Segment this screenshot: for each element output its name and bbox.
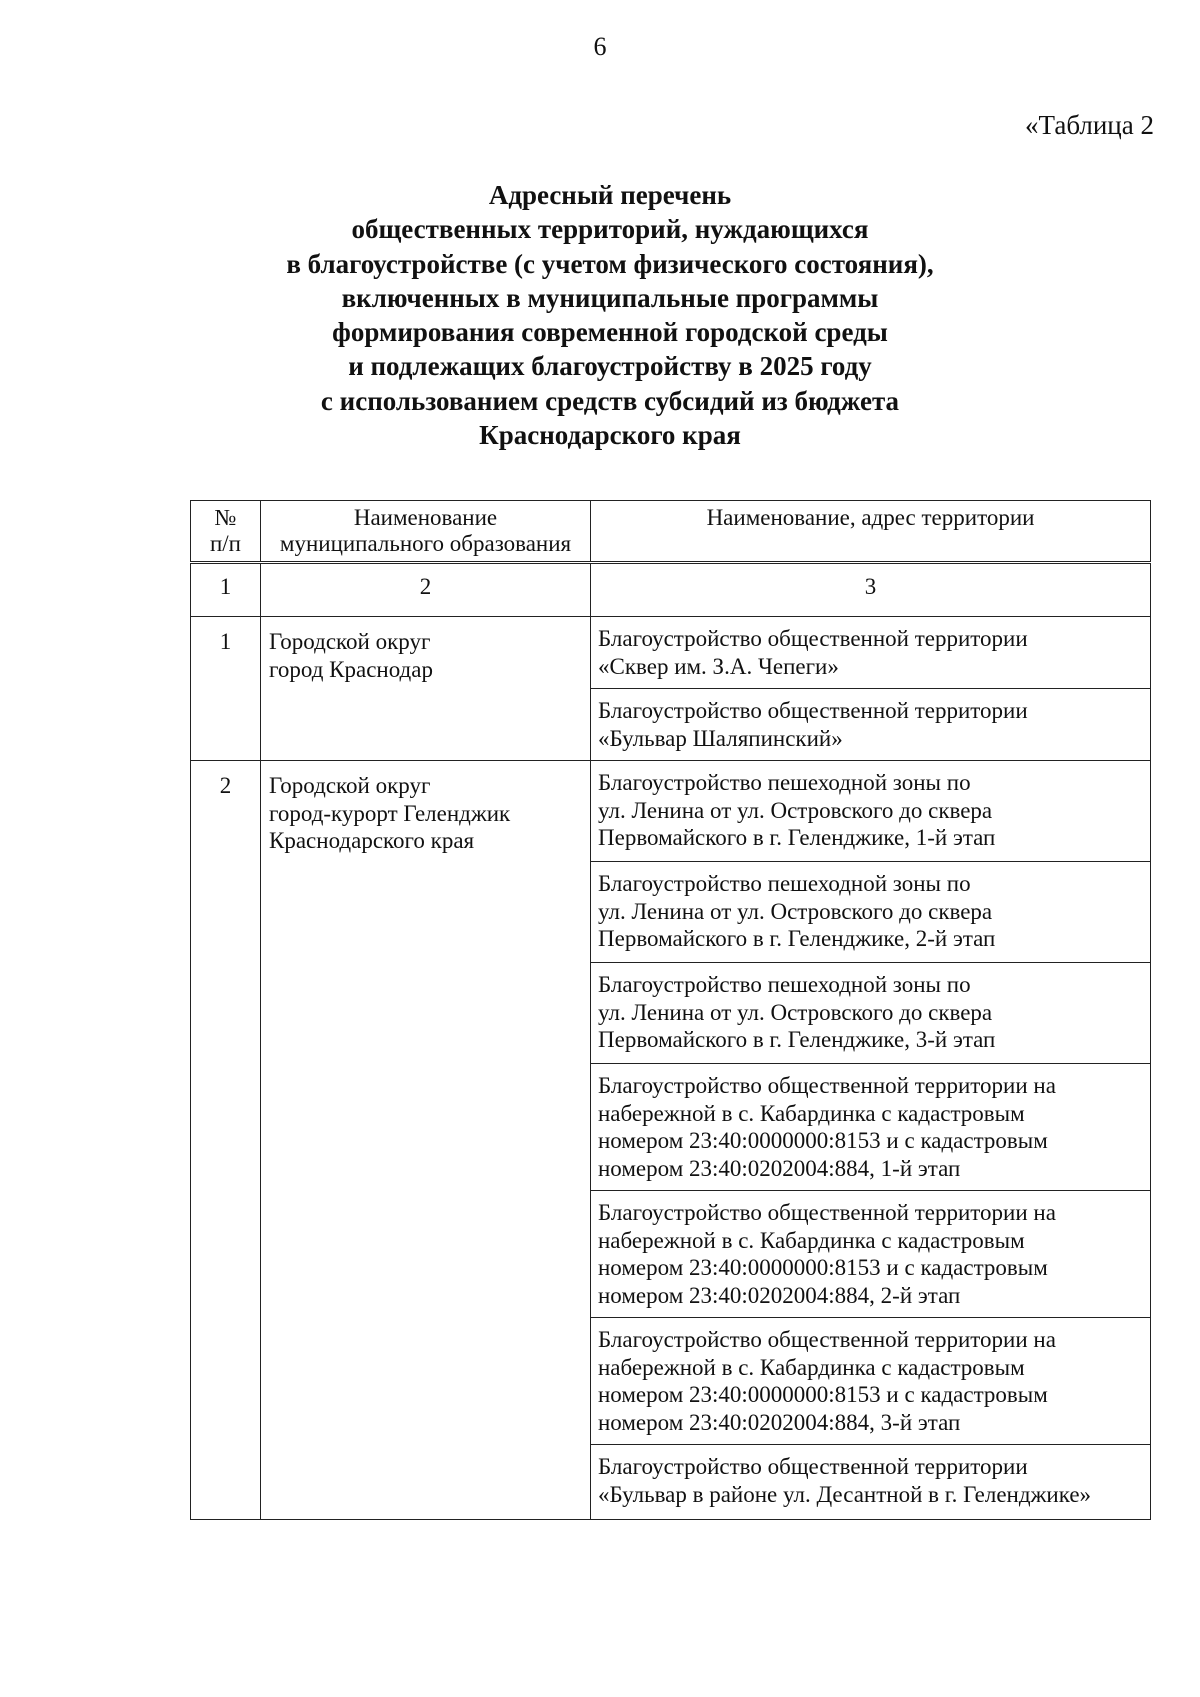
territory-line: номером 23:40:0202004:884, 3-й этап [598, 1409, 961, 1435]
title-line: общественных территорий, нуждающихся [351, 214, 869, 245]
municipality-line: Городской округ [269, 629, 431, 654]
territory-line: Первомайского в г. Геленджике, 3-й этап [598, 1027, 996, 1052]
territory-line: набережной в с. Кабардинка с кадастровым [598, 1227, 1025, 1253]
header-address-line: Наименование, адрес территории [706, 505, 1035, 530]
municipality-line: Городской округ [269, 773, 431, 798]
column-number-row [191, 563, 1151, 617]
header-municipality-line: Наименование [353, 505, 498, 530]
territory-line: набережной в с. Кабардинка с кадастровым [598, 1354, 1025, 1380]
territory-cell [591, 617, 1151, 689]
header-municipality [261, 501, 591, 563]
territory-line: ул. Ленина от ул. Островского до сквера [598, 898, 993, 924]
column-number: 3 [591, 563, 1151, 617]
table-row [191, 617, 1151, 689]
territory-line: «Бульвар в районе ул. Десантной в г. Геленджике» [598, 1481, 1092, 1507]
title-line: включенных в муниципальные программы [341, 282, 879, 313]
table-body [191, 617, 1151, 1520]
page-number: 6 [593, 32, 607, 61]
row-number-cell: 1 [191, 617, 261, 761]
territory-line: Благоустройство общественной территории на [598, 1073, 1056, 1098]
territory-line: Благоустройство общественной территории на [598, 1327, 1056, 1352]
header-number-line: № [214, 505, 237, 530]
column-number: 1 [191, 563, 261, 617]
territory-cell [591, 862, 1151, 963]
territory-cell [591, 1318, 1151, 1445]
header-number [191, 501, 261, 563]
territory-cell [591, 689, 1151, 761]
municipality-line: город-курорт Геленджик [269, 800, 511, 826]
title-line: и подлежащих благоустройству в 2025 году [348, 351, 872, 382]
municipality-line: Краснодарского края [269, 828, 475, 853]
territory-line: Первомайского в г. Геленджике, 2-й этап [598, 926, 996, 951]
title-line: формирования современной городской среды [332, 317, 888, 348]
territory-cell [591, 1064, 1151, 1191]
territory-line: номером 23:40:0000000:8153 и с кадастровым [598, 1382, 1048, 1407]
territory-line: Благоустройство общественной территории на [598, 1200, 1056, 1225]
territory-line: Благоустройство пешеходной зоны по [598, 770, 971, 795]
territory-line: Благоустройство общественной территории [598, 698, 1028, 723]
territory-line: ул. Ленина от ул. Островского до сквера [598, 797, 993, 823]
territory-cell [591, 963, 1151, 1064]
territory-line: номером 23:40:0000000:8153 и с кадастровым [598, 1255, 1048, 1280]
territory-line: набережной в с. Кабардинка с кадастровым [598, 1100, 1025, 1126]
header-address [591, 501, 1151, 563]
header-number-line: п/п [209, 531, 241, 556]
header-municipality-line: муниципального образования [279, 531, 572, 556]
territory-line: Благоустройство пешеходной зоны по [598, 871, 971, 896]
title-line: в благоустройстве (с учетом физического состояния), [286, 248, 934, 279]
title-line: Краснодарского края [479, 420, 741, 451]
territory-cell [591, 761, 1151, 862]
territory-line: ул. Ленина от ул. Островского до сквера [598, 999, 993, 1025]
territory-line: Благоустройство общественной территории [598, 1454, 1028, 1479]
municipality-cell [261, 761, 591, 1520]
territory-line: «Сквер им. З.А. Чепеги» [598, 653, 839, 679]
row-number-cell: 2 [191, 761, 261, 1520]
territory-cell [591, 1445, 1151, 1520]
document-title [180, 178, 1040, 452]
title-line: с использованием средств субсидий из бюджета [320, 385, 900, 416]
table-row [191, 761, 1151, 862]
territory-line: номером 23:40:0000000:8153 и с кадастровым [598, 1128, 1048, 1153]
municipality-cell [261, 617, 591, 761]
title-line: Адресный перечень [488, 180, 732, 210]
territories-table [190, 500, 1151, 1520]
territory-line: номером 23:40:0202004:884, 1-й этап [598, 1155, 961, 1181]
territory-line: «Бульвар Шаляпинский» [598, 725, 843, 751]
municipality-line: город Краснодар [269, 656, 433, 682]
territory-line: Благоустройство пешеходной зоны по [598, 972, 971, 997]
territory-line: Первомайского в г. Геленджике, 1-й этап [598, 825, 996, 850]
table-header-row [191, 501, 1151, 563]
table-caption: «Таблица 2 [1025, 110, 1154, 140]
territory-line: номером 23:40:0202004:884, 2-й этап [598, 1282, 961, 1308]
column-number: 2 [261, 563, 591, 617]
territory-line: Благоустройство общественной территории [598, 626, 1028, 651]
territory-cell [591, 1191, 1151, 1318]
